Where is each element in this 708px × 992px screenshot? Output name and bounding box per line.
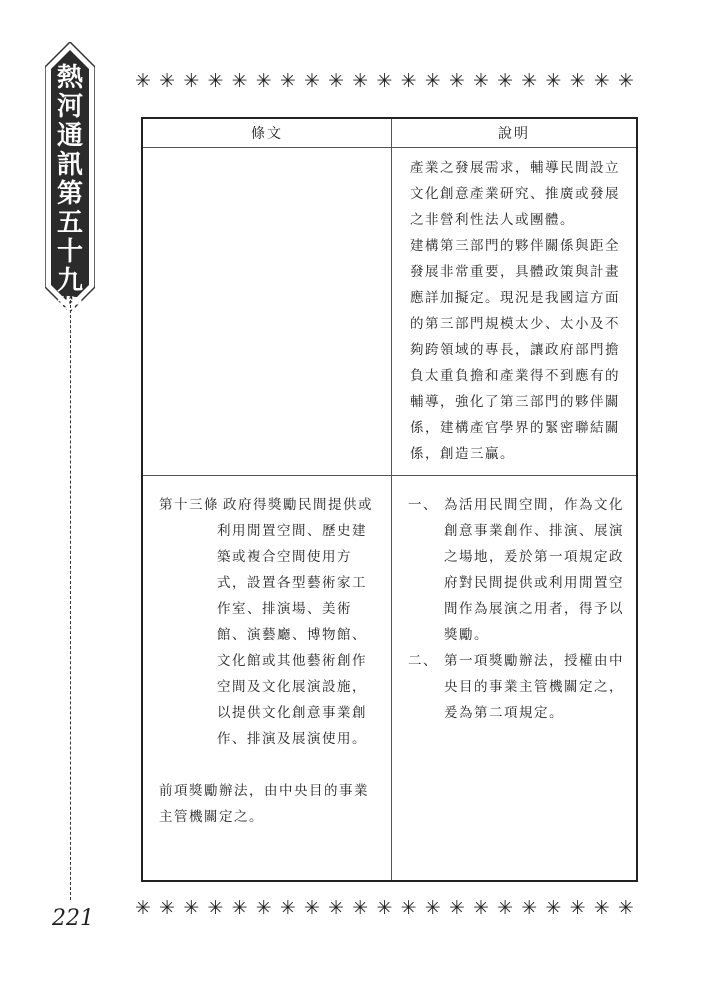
title-char: 熱: [56, 63, 83, 93]
ornament-star: ✳: [255, 897, 272, 919]
ornament-star: ✳: [352, 897, 369, 919]
text-line: 獎勵。: [444, 627, 489, 643]
ornament-star: ✳: [135, 897, 151, 919]
explanation-cell: [392, 476, 638, 882]
text-line: 築或複合空間使用方: [217, 549, 352, 565]
ornament-star: ✳: [159, 897, 176, 919]
text-line: 利用閒置空間、歷史建: [217, 523, 367, 539]
side-banner: [45, 42, 95, 325]
text-line: 文化館或其他藝術創作: [217, 653, 367, 669]
side-dashed-rule: [70, 300, 71, 900]
title-char: 五: [56, 208, 83, 238]
title-char: 通: [56, 121, 83, 151]
text-line: 府對民間提供或利用閒置空: [444, 575, 624, 591]
list-item-text: 第一項獎勵辦法，授權由中: [444, 653, 624, 669]
list-item-first-line: [408, 492, 624, 518]
text-line: 作、排演及展演使用。: [217, 731, 367, 747]
ornament-star: ✳: [304, 897, 320, 919]
text-line: 夠跨領域的專長，讓政府部門擔: [410, 342, 620, 358]
explanation-items: [408, 492, 624, 726]
ornament-star: ✳: [593, 70, 610, 92]
text-line: 空間及文化展演設施，: [217, 679, 367, 695]
ornament-star: ✳: [424, 70, 441, 92]
article-number: 第十三條: [159, 497, 219, 513]
ornament-star: ✳: [400, 70, 417, 92]
ornament-row-bottom: [132, 897, 637, 919]
ornament-star: ✳: [473, 897, 489, 919]
list-item: [408, 648, 624, 726]
ornament-star: ✳: [569, 70, 586, 92]
ornament-star: ✳: [304, 70, 320, 92]
header-article: 條文: [142, 118, 392, 148]
list-item: [408, 492, 624, 648]
ornament-star: ✳: [521, 897, 538, 919]
ornament-star: ✳: [183, 897, 200, 919]
text-line: 文化創意產業研究、推廣或發展: [410, 186, 620, 202]
list-item-number: 二、: [408, 653, 438, 669]
explanation-text: [410, 155, 622, 467]
text-line: 之非營利性法人或團體。: [410, 212, 575, 228]
page-number: 221: [52, 906, 94, 931]
ornament-star: ✳: [569, 897, 586, 919]
text-line: 創意事業創作、排演、展演: [444, 523, 624, 539]
explanation-cell: [392, 148, 638, 476]
header-explanation: 說明: [392, 118, 638, 148]
ornament-row-top: [132, 70, 637, 92]
ornament-star: ✳: [352, 70, 369, 92]
ornament-star: ✳: [545, 897, 562, 919]
ornament-star: ✳: [473, 70, 489, 92]
title-char: 河: [56, 92, 83, 122]
text-line: 作室、排演場、美術: [217, 601, 352, 617]
ornament-star: ✳: [279, 70, 296, 92]
text-line: 以提供文化創意事業創: [217, 705, 367, 721]
text-line: 應詳加擬定。現況是我國這方面: [410, 290, 620, 306]
list-item-first-line: [408, 648, 624, 674]
list-item-text: 為活用民間空間，作為文化: [444, 497, 624, 513]
text-line: 爰為第二項規定。: [444, 705, 564, 721]
article-paragraph-2: [159, 778, 381, 830]
ornament-star: ✳: [376, 897, 393, 919]
ornament-star: ✳: [159, 70, 176, 92]
article-cell-empty: [142, 148, 392, 476]
ornament-star: ✳: [521, 70, 538, 92]
ornament-star: ✳: [376, 70, 393, 92]
ornament-star: ✳: [207, 70, 224, 92]
text-line: 式，設置各型藝術家工: [217, 575, 367, 591]
ornament-star: ✳: [497, 897, 514, 919]
ornament-star: ✳: [231, 897, 248, 919]
ornament-star: ✳: [448, 70, 465, 92]
table-header-row: [142, 118, 637, 148]
title-char: 期: [56, 295, 83, 325]
ornament-star: ✳: [328, 897, 345, 919]
ornament-star: ✳: [448, 897, 465, 919]
title-char: 九: [56, 266, 83, 296]
text-line: 前項獎勵辦法，由中央目的事業: [159, 783, 369, 799]
text-line: 負太重負擔和產業得不到應有的: [410, 368, 620, 384]
ornament-star: ✳: [231, 70, 248, 92]
ornament-star: ✳: [135, 70, 151, 92]
text-line: 之場地，爰於第一項規定政: [444, 549, 624, 565]
text-line: 輔導，強化了第三部門的夥伴關: [410, 394, 620, 410]
text-line: 係，創造三贏。: [410, 446, 515, 462]
ornament-star: ✳: [207, 897, 224, 919]
ornament-star: ✳: [424, 897, 441, 919]
text-line: 產業之發展需求，輔導民間設立: [410, 160, 620, 176]
title-char: 十: [56, 237, 83, 267]
title-char: 第: [56, 179, 83, 209]
table-row: [142, 476, 637, 882]
ornament-star: ✳: [617, 70, 634, 92]
law-table: [141, 117, 638, 882]
ornament-star: ✳: [328, 70, 345, 92]
text-line: 建構第三部門的夥伴關係與距全: [410, 238, 620, 254]
ornament-star: ✳: [593, 897, 610, 919]
ornament-star: ✳: [255, 70, 272, 92]
text-line: 發展非常重要，具體政策與計畫: [410, 264, 620, 280]
text-line: 間作為展演之用者，得予以: [444, 601, 624, 617]
ornament-star: ✳: [617, 897, 634, 919]
text-line: 主管機關定之。: [159, 809, 264, 825]
text-line: 館、演藝廳、博物館、: [217, 627, 367, 643]
ornament-star: ✳: [400, 897, 417, 919]
list-item-number: 一、: [408, 497, 438, 513]
article-cell: [142, 476, 392, 882]
ornament-star: ✳: [545, 70, 562, 92]
article-text: 政府得獎勵民間提供或: [223, 497, 373, 513]
ornament-star: ✳: [183, 70, 200, 92]
journal-title: [45, 64, 95, 325]
text-line: 央目的事業主管機關定之，: [444, 679, 624, 695]
text-line: 的第三部門規模太少、太小及不: [410, 316, 620, 332]
ornament-star: ✳: [279, 897, 296, 919]
title-char: 訊: [56, 150, 83, 180]
ornament-star: ✳: [497, 70, 514, 92]
article-body: [159, 518, 381, 752]
text-line: 係，建構產官學界的緊密聯結關: [410, 420, 620, 436]
table-row: [142, 148, 637, 476]
article-first-line: [159, 492, 381, 518]
